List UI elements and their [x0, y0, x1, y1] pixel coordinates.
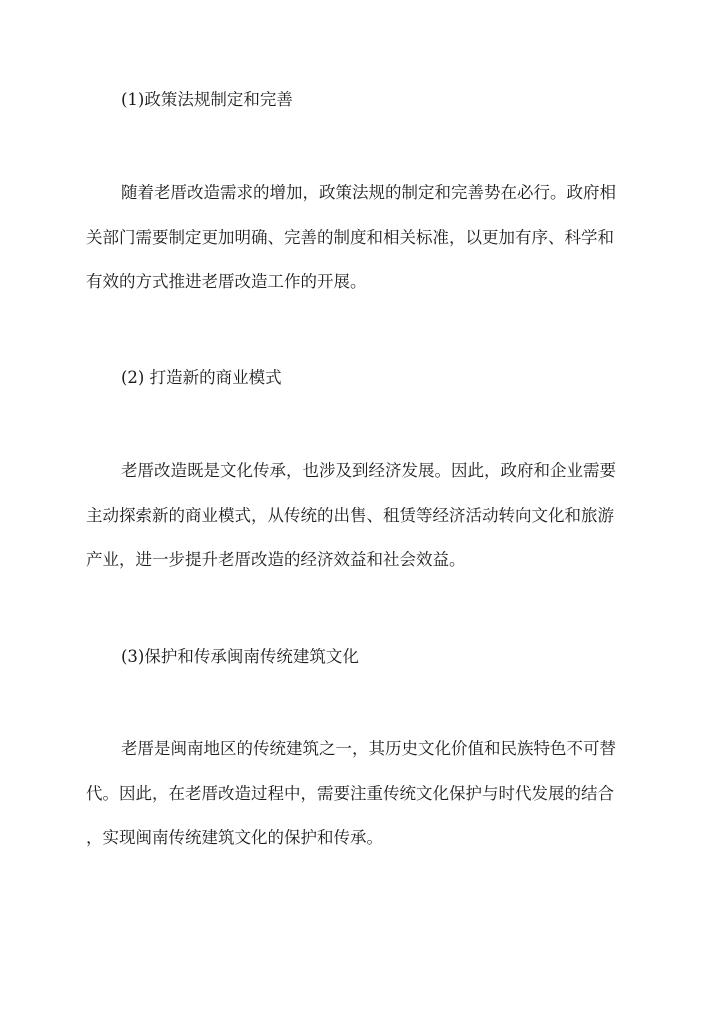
- paragraph-3-line-1: 老厝是闽南地区的传统建筑之一，其历史文化价值和民族特色不可替: [121, 739, 616, 758]
- paragraph-1-line-3: 有效的方式推进老厝改造工作的开展。: [86, 272, 367, 291]
- section-heading-2: (2) 打造新的商业模式: [121, 368, 282, 387]
- section-heading-3: (3)保护和传承闽南传统建筑文化: [121, 647, 359, 666]
- paragraph-3-line-3: ，实现闽南传统建筑文化的保护和传承。: [86, 828, 383, 847]
- section-heading-1: (1)政策法规制定和完善: [121, 90, 293, 109]
- paragraph-2-line-1: 老厝改造既是文化传承，也涉及到经济发展。因此，政府和企业需要: [121, 461, 616, 480]
- paragraph-1-line-1: 随着老厝改造需求的增加，政策法规的制定和完善势在必行。政府相: [121, 183, 616, 202]
- paragraph-2-line-3: 产业，进一步提升老厝改造的经济效益和社会效益。: [86, 550, 466, 569]
- paragraph-1-line-2: 关部门需要制定更加明确、完善的制度和相关标准，以更加有序、科学和: [86, 228, 614, 247]
- paragraph-3-line-2: 代。因此，在老厝改造过程中，需要注重传统文化保护与时代发展的结合: [86, 784, 614, 803]
- paragraph-2-line-2: 主动探索新的商业模式，从传统的出售、租赁等经济活动转向文化和旅游: [86, 506, 614, 525]
